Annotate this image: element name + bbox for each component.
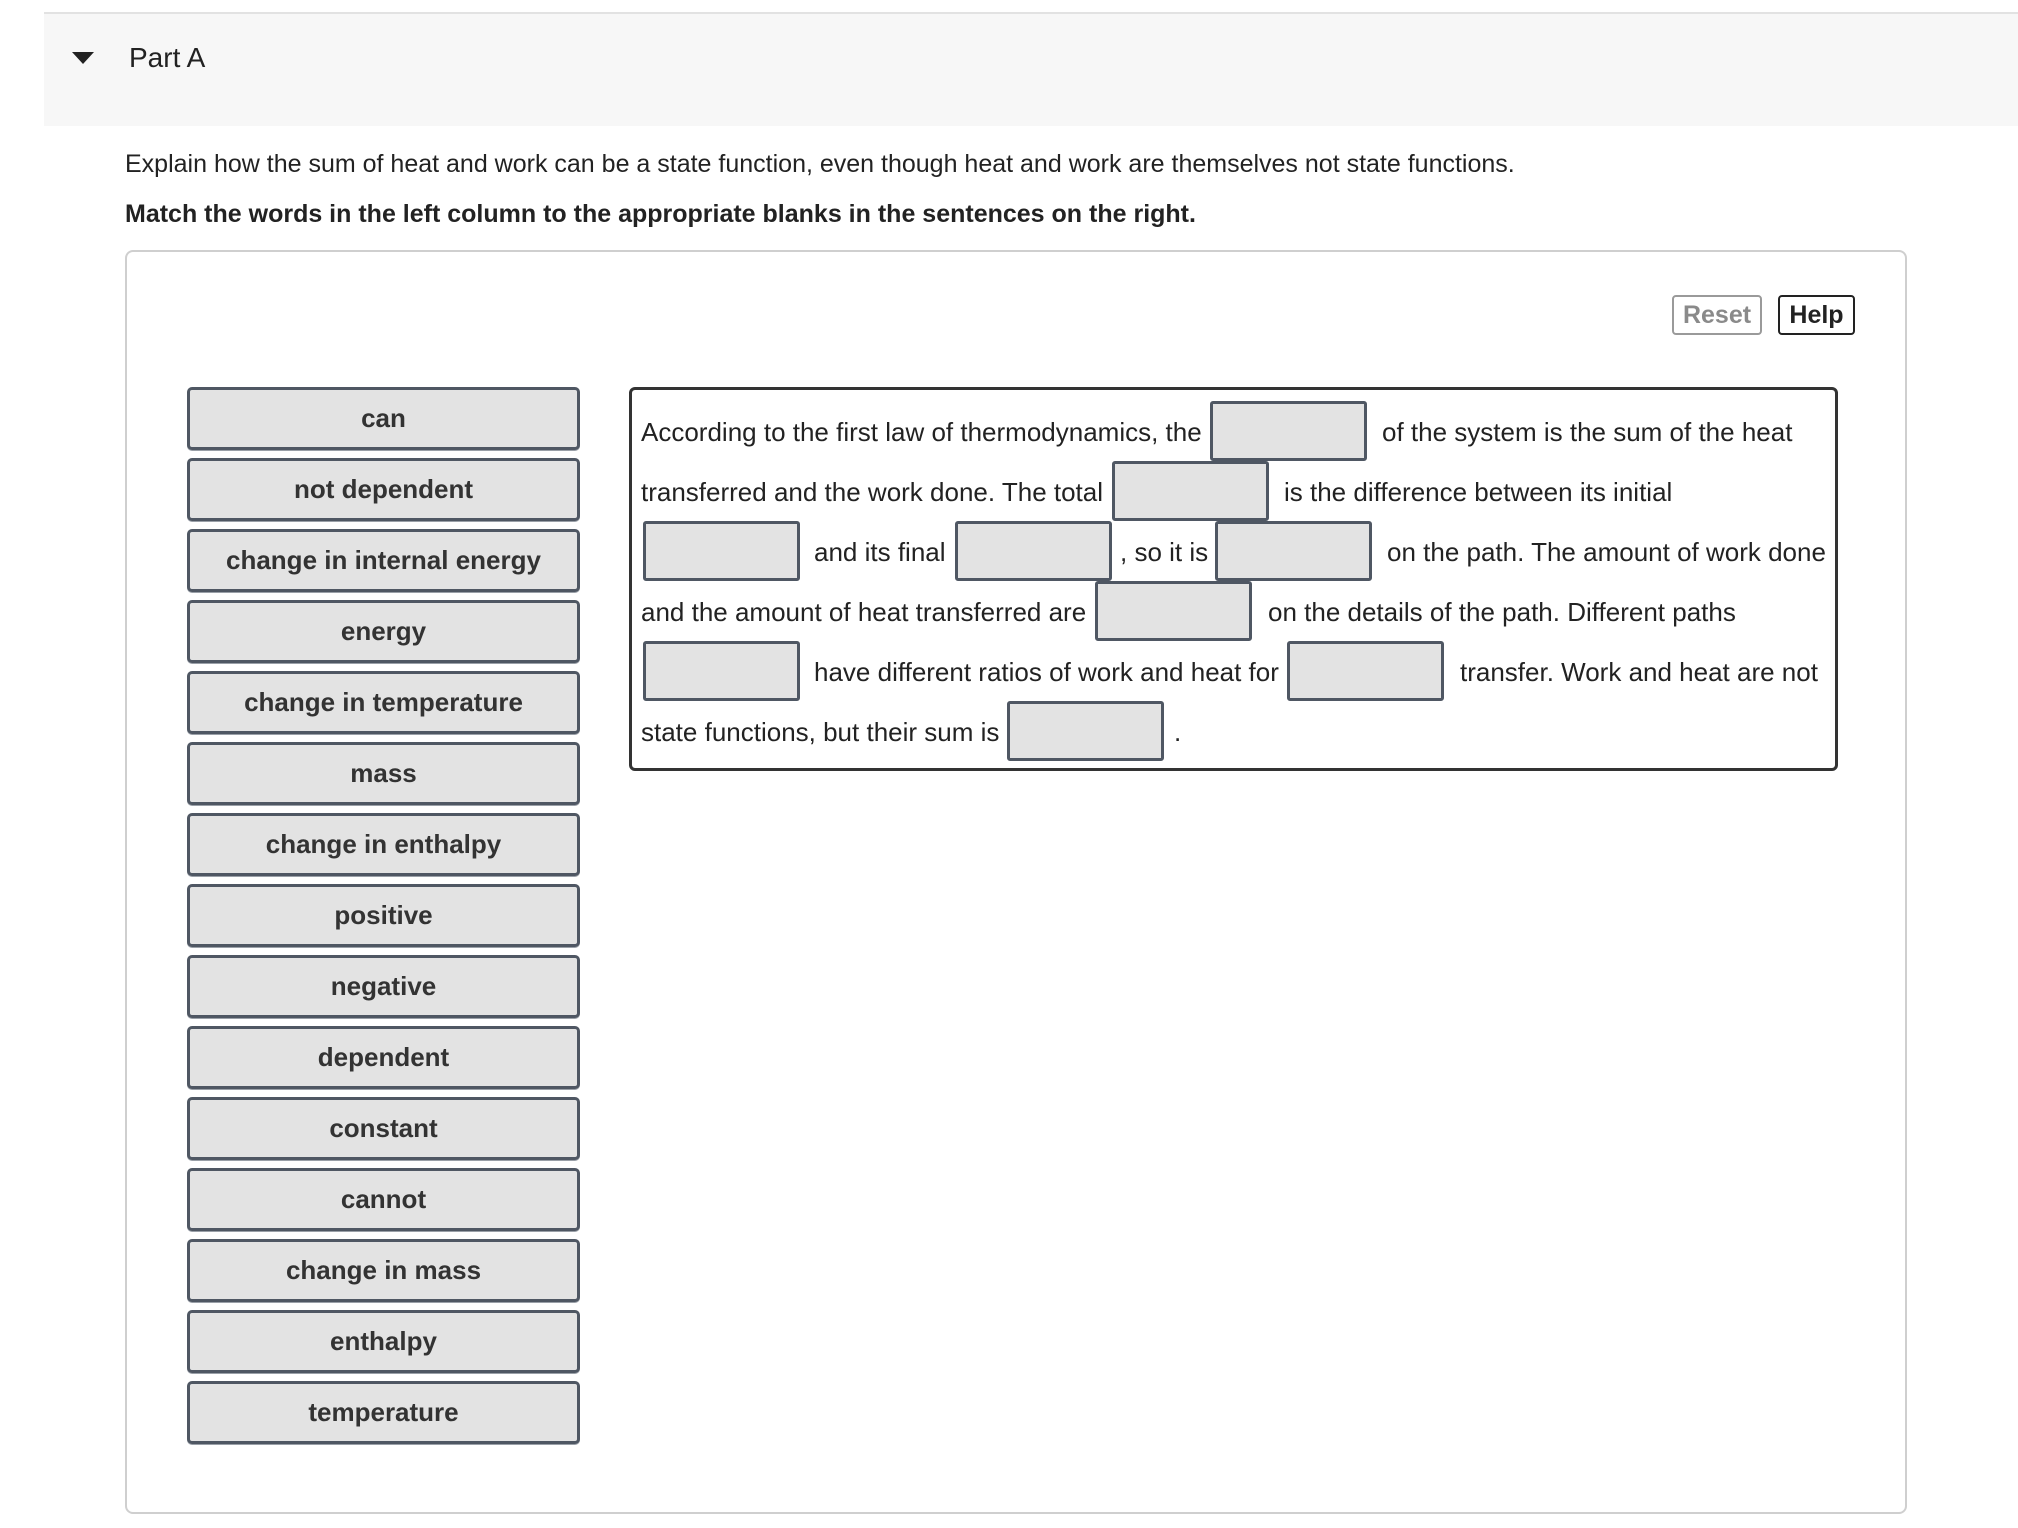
sentence-text: transfer. Work and heat are not <box>1460 657 1818 687</box>
question-prompt: Explain how the sum of heat and work can be a state function, even though heat and work are themselves not state functions. <box>125 150 1515 178</box>
word-tile-not-dependent[interactable]: not dependent <box>187 458 580 521</box>
sentence-text: state functions, but their sum is <box>641 717 1000 747</box>
sentence-text: of the system is the sum of the heat <box>1382 417 1793 447</box>
word-tile-mass[interactable]: mass <box>187 742 580 805</box>
sentence-text: and its final <box>814 537 946 567</box>
part-title: Part A <box>129 42 206 73</box>
reset-button[interactable]: Reset <box>1672 295 1762 335</box>
sentence-text: on the details of the path. Different paths <box>1268 597 1736 627</box>
word-tile-can[interactable]: can <box>187 387 580 450</box>
word-tile-cannot[interactable]: cannot <box>187 1168 580 1231</box>
drop-blank-6[interactable] <box>1095 581 1252 641</box>
help-button[interactable]: Help <box>1778 295 1855 335</box>
sentence-text: , so it is <box>1120 537 1209 567</box>
word-tile-constant[interactable]: constant <box>187 1097 580 1160</box>
collapse-caret-icon[interactable] <box>72 52 94 64</box>
word-tile-change-in-temperature[interactable]: change in temperature <box>187 671 580 734</box>
question-instruction: Match the words in the left column to the appropriate blanks in the sentences on the right. <box>125 200 1196 228</box>
word-tile-energy[interactable]: energy <box>187 600 580 663</box>
word-tile-temperature[interactable]: temperature <box>187 1381 580 1444</box>
word-tile-negative[interactable]: negative <box>187 955 580 1018</box>
sentence-text: is the difference between its initial <box>1284 477 1673 507</box>
sentence-text: and the amount of heat transferred are <box>641 597 1087 627</box>
drop-blank-4[interactable] <box>955 521 1112 581</box>
word-tile-positive[interactable]: positive <box>187 884 580 947</box>
drop-blank-2[interactable] <box>1112 461 1269 521</box>
drop-blank-5[interactable] <box>1215 521 1372 581</box>
drop-blank-7[interactable] <box>643 641 800 701</box>
drop-blank-9[interactable] <box>1007 701 1164 761</box>
sentence-box <box>629 387 1838 771</box>
word-tile-enthalpy[interactable]: enthalpy <box>187 1310 580 1373</box>
sentence-text: transferred and the work done. The total <box>641 477 1104 507</box>
part-header[interactable] <box>44 14 2018 126</box>
word-tile-change-in-enthalpy[interactable]: change in enthalpy <box>187 813 580 876</box>
word-tile-change-in-internal-energy[interactable]: change in internal energy <box>187 529 580 592</box>
sentence-text: on the path. The amount of work done <box>1387 537 1826 567</box>
word-tile-dependent[interactable]: dependent <box>187 1026 580 1089</box>
word-tile-change-in-mass[interactable]: change in mass <box>187 1239 580 1302</box>
sentence-text: have different ratios of work and heat for <box>814 657 1279 687</box>
sentence-text: According to the first law of thermodynamics, the <box>641 417 1202 447</box>
drop-blank-8[interactable] <box>1287 641 1444 701</box>
sentence-text: . <box>1174 717 1182 747</box>
drop-blank-3[interactable] <box>643 521 800 581</box>
drop-blank-1[interactable] <box>1210 401 1367 461</box>
